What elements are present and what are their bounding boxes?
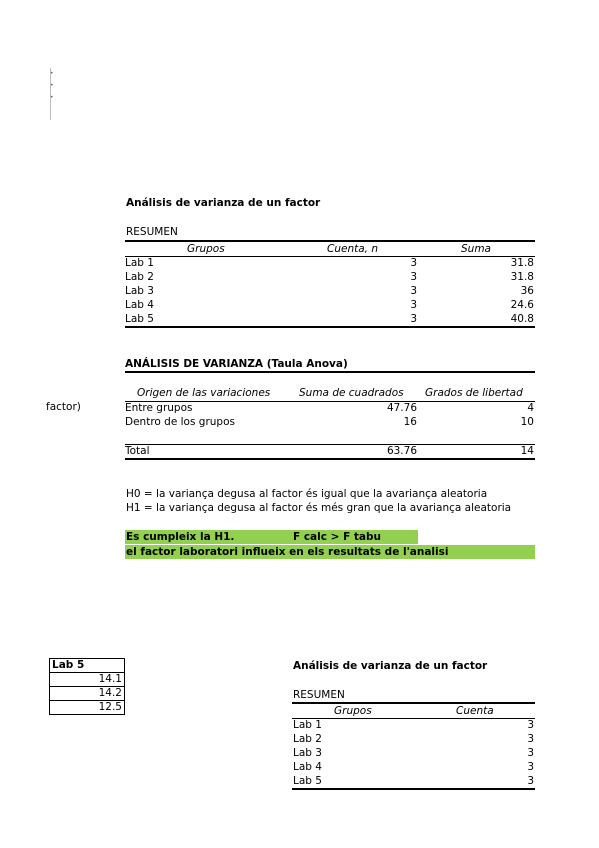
cuenta-cell: 3 <box>527 775 534 787</box>
table-row <box>292 760 535 774</box>
anova-table-title <box>125 357 535 373</box>
suma-cell: 24.6 <box>510 299 534 311</box>
lab5-value: 14.2 <box>50 687 125 701</box>
anova1-resumen-label: RESUMEN <box>126 226 178 238</box>
conclusion-line1 <box>125 530 418 544</box>
col-header-ss: Suma de cuadrados <box>299 387 404 399</box>
table-row <box>125 415 535 429</box>
origen-cell: Total <box>125 445 150 457</box>
cuenta-cell: 3 <box>410 271 417 283</box>
cut-off-label: factor) <box>46 401 81 413</box>
cuenta-cell: 3 <box>410 257 417 269</box>
col-header-grupos: Grupos <box>334 705 372 717</box>
ss-cell: 47.76 <box>386 402 417 414</box>
anova1-title: Análisis de varianza de un factor <box>126 197 321 209</box>
anova2-header-row <box>292 702 535 719</box>
grupo-cell: Lab 1 <box>125 257 154 269</box>
table-row <box>125 256 535 270</box>
cuenta-cell: 3 <box>527 761 534 773</box>
table-row <box>125 270 535 284</box>
lab5-value: 12.5 <box>50 701 125 715</box>
conclusion-fcalc: F calc > F tabu <box>293 531 381 543</box>
anova-table <box>125 386 535 460</box>
grupo-cell: Lab 5 <box>293 775 322 787</box>
suma-cell: 36 <box>520 285 534 297</box>
hypothesis-h1: H1 = la variança degusa al factor és més gran que la avariança aleatoria <box>126 502 512 514</box>
lab5-data-table <box>49 658 125 715</box>
margin-mark-dots <box>50 68 54 104</box>
cuenta-cell: 3 <box>527 733 534 745</box>
grupo-cell: Lab 4 <box>125 299 154 311</box>
table-row <box>292 746 535 760</box>
grupo-cell: Lab 1 <box>293 719 322 731</box>
table-row <box>125 401 535 415</box>
grupo-cell: Lab 2 <box>293 733 322 745</box>
conclusion-h1: Es cumpleix la H1. <box>126 531 235 543</box>
margin-dot: • <box>50 94 54 101</box>
cuenta-cell: 3 <box>410 299 417 311</box>
total-top-rule <box>125 444 535 445</box>
anova2-title: Análisis de varianza de un factor <box>293 660 488 672</box>
col-header-origen: Origen de las variaciones <box>137 387 271 399</box>
conclusion-text: el factor laboratori influeix en els resultats de l'analisi <box>126 546 449 558</box>
suma-cell: 31.8 <box>510 257 534 269</box>
cuenta-cell: 3 <box>410 285 417 297</box>
df-cell: 14 <box>520 445 534 457</box>
table-row <box>292 774 535 790</box>
grupo-cell: Lab 2 <box>125 271 154 283</box>
cuenta-cell: 3 <box>527 747 534 759</box>
df-cell: 10 <box>520 416 534 428</box>
total-row <box>125 444 535 460</box>
conclusion-line2 <box>125 545 535 559</box>
lab5-value: 14.1 <box>50 673 125 687</box>
margin-dot: • <box>50 82 54 89</box>
origen-cell: Entre grupos <box>125 402 193 414</box>
ss-cell: 16 <box>403 416 417 428</box>
suma-cell: 31.8 <box>510 271 534 283</box>
cuenta-cell: 3 <box>527 719 534 731</box>
grupo-cell: Lab 3 <box>125 285 154 297</box>
origen-cell: Dentro de los grupos <box>125 416 235 428</box>
grupo-cell: Lab 5 <box>125 313 154 325</box>
col-header-suma: Suma <box>461 243 491 255</box>
table-row <box>125 284 535 298</box>
col-header-cuenta: Cuenta <box>456 705 494 717</box>
grupo-cell: Lab 3 <box>293 747 322 759</box>
table-row <box>292 732 535 746</box>
suma-cell: 40.8 <box>510 313 534 325</box>
table-row <box>292 718 535 732</box>
margin-dot: • <box>50 70 54 77</box>
lab5-header: Lab 5 <box>50 659 125 673</box>
anova1-summary-table <box>125 240 535 328</box>
hypothesis-h0: H0 = la variança degusa al factor és igual que la avariança aleatoria <box>126 488 488 500</box>
grupo-cell: Lab 4 <box>293 761 322 773</box>
anova-table-title-text: ANÁLISIS DE VARIANZA (Taula Anova) <box>125 358 348 370</box>
col-header-cuenta: Cuenta, n <box>327 243 378 255</box>
ss-cell: 63.76 <box>386 445 417 457</box>
col-header-df: Grados de libertad <box>425 387 523 399</box>
anova1-header-row <box>125 240 535 257</box>
table-row <box>125 312 535 328</box>
cuenta-cell: 3 <box>410 313 417 325</box>
df-cell: 4 <box>527 402 534 414</box>
anova-header-row <box>125 386 535 400</box>
anova2-summary-table <box>292 702 535 792</box>
table-row <box>125 298 535 312</box>
anova2-resumen-label: RESUMEN <box>293 689 345 701</box>
col-header-grupos: Grupos <box>187 243 225 255</box>
